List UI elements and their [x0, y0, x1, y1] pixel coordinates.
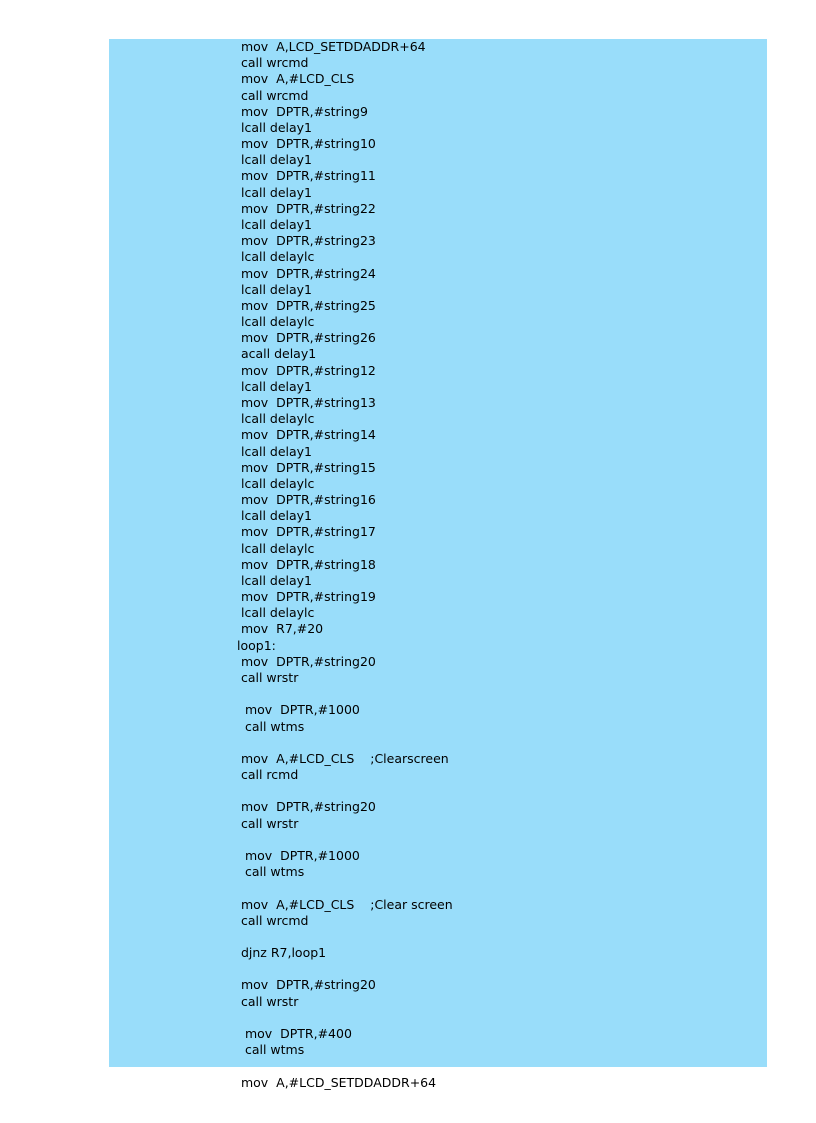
- code-line: mov DPTR,#string24: [237, 265, 376, 281]
- code-line: lcall delaylc: [237, 540, 315, 556]
- code-line: lcall delay1: [237, 443, 313, 459]
- code-line: call wtms: [237, 864, 305, 880]
- code-line: mov A,LCD_SETDDADDR+64: [237, 39, 426, 54]
- code-line: lcall delay1: [237, 184, 313, 200]
- code-line: mov DPTR,#string16: [237, 492, 376, 508]
- code-line: mov DPTR,#string17: [237, 524, 376, 540]
- code-line: call wrstr: [237, 670, 299, 686]
- code-line: mov DPTR,#string14: [237, 427, 376, 443]
- code-line: call rcmd: [237, 767, 299, 783]
- code-line: mov DPTR,#string9: [237, 103, 368, 119]
- code-line: mov DPTR,#string10: [237, 136, 376, 152]
- code-line: mov DPTR,#string20: [237, 977, 376, 993]
- code-line: mov DPTR,#1000: [237, 848, 360, 863]
- code-line: mov DPTR,#string18: [237, 556, 376, 572]
- code-line: lcall delay1: [237, 216, 313, 232]
- code-line: call wtms: [237, 1042, 305, 1058]
- code-line: lcall delaylc: [237, 475, 315, 491]
- code-line: call wrstr: [237, 993, 299, 1009]
- code-line: lcall delay1: [237, 152, 313, 168]
- code-line: lcall delay1: [237, 119, 313, 135]
- code-line: lcall delaylc: [237, 249, 315, 265]
- code-line: mov A,#LCD_CLS ;Clearscreen: [237, 750, 449, 766]
- code-line: mov A,#LCD_CLS: [237, 71, 355, 87]
- code-line: call wrcmd: [237, 87, 309, 103]
- code-panel: [109, 39, 767, 1090]
- code-line: lcall delay1: [237, 508, 313, 524]
- code-line: mov DPTR,#string20: [237, 653, 376, 669]
- code-line: mov DPTR,#string15: [237, 459, 376, 475]
- code-line: lcall delay1: [237, 281, 313, 297]
- code-line: call wrcmd: [237, 912, 309, 928]
- code-line: djnz R7,loop1: [237, 945, 327, 961]
- code-line: mov A,#LCD_SETDDADDR+64: [237, 1074, 437, 1090]
- code-line: acall delay1: [237, 346, 317, 362]
- code-line: lcall delaylc: [237, 605, 315, 621]
- code-line: call wrcmd: [237, 55, 309, 71]
- code-line: mov DPTR,#string22: [237, 200, 376, 216]
- code-line: lcall delay1: [237, 572, 313, 588]
- code-line: mov DPTR,#string23: [237, 233, 376, 249]
- code-line: call wtms: [237, 718, 305, 734]
- code-line: mov DPTR,#string13: [237, 394, 376, 410]
- code-line: mov DPTR,#string12: [237, 362, 376, 378]
- code-line: mov DPTR,#1000: [237, 702, 360, 718]
- code-line: mov DPTR,#string26: [237, 330, 376, 346]
- code-line: mov R7,#20: [237, 621, 324, 637]
- code-line: mov DPTR,#string20: [237, 799, 376, 815]
- code-line: mov DPTR,#string11: [237, 168, 376, 184]
- code-line: loop1:: [237, 637, 276, 653]
- code-line: mov DPTR,#string25: [237, 297, 376, 313]
- code-line: lcall delay1: [237, 378, 313, 394]
- code-line: lcall delaylc: [237, 314, 315, 330]
- code-line: mov DPTR,#400: [237, 1025, 352, 1041]
- code-line: mov DPTR,#string19: [237, 589, 376, 605]
- code-line: lcall delaylc: [237, 411, 315, 427]
- code-line: mov A,#LCD_CLS ;Clear screen: [237, 896, 453, 912]
- code-line: call wrstr: [237, 815, 299, 831]
